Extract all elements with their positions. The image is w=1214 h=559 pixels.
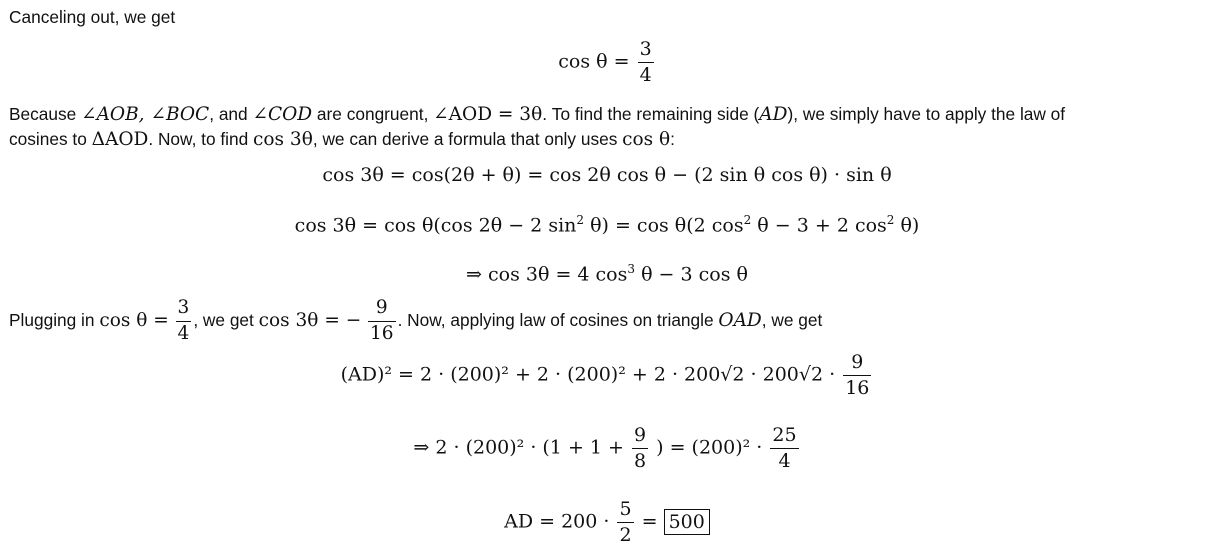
p3-num-1: 3 [177,297,190,319]
eq6-part-a: ⇒ 2 · (200)² · (1 + 1 + [413,436,624,459]
eq1-fraction [638,40,654,85]
p2-triangle: ΔAOD [91,129,149,150]
p2-apply: ), we simply have to apply the law of [787,104,1066,124]
eq3-part-c: θ − 3 + 2 cos [757,214,887,237]
eq7-num: 5 [619,498,632,520]
p2-angles: ∠AOB, ∠BOC [81,104,210,125]
p2-find: . To find the remaining side ( [542,104,760,124]
eq7-den: 2 [619,524,632,546]
p2-congruent: are congruent, [312,104,434,124]
paragraph-plugging [9,294,822,347]
eq6-fraction-1 [632,426,648,471]
eq7-equals: = [641,510,658,533]
eq1-num: 3 [639,38,652,60]
paragraph-congruent [9,102,1205,152]
eq7-fraction [617,500,633,545]
p3-den-1: 4 [177,322,190,344]
eq1-lhs: cos θ = [558,50,630,73]
equation-factored [0,426,1214,471]
p2-and: , and [209,104,253,124]
eq3-sup-3: 2 [886,213,895,227]
equation-cos3theta-expansion: cos 3θ = cos(2θ + θ) = cos 2θ cos θ − (2 sin θ cos θ) · sin θ [322,164,892,186]
eq6-part-b: ) = (200)² · [656,436,763,459]
equation-triple-angle [0,262,1214,285]
p3-oad: OAD [718,310,762,331]
p2-cos3: cos 3θ [253,129,313,150]
p2-colon: : [670,129,675,149]
equation-law-of-cosines [0,353,1214,398]
eq3-part-d: θ) [900,214,920,237]
eq6-fraction-2 [770,426,798,471]
eq6-num-1: 9 [634,424,647,446]
p3-end: , we get [761,310,823,330]
eq4-part-b: θ − 3 cos θ [641,263,748,286]
p3-cost-eq: cos θ = [99,310,169,331]
p3-fraction-2 [368,299,396,343]
eq5-num: 9 [851,351,864,373]
equation-cos3theta-simplify [0,213,1214,236]
p2-ad: AD [759,104,788,125]
eq6-den-2: 4 [770,448,798,471]
eq6-num-2: 25 [772,424,797,446]
p2-derive: , we can derive a formula that only uses [312,129,623,149]
p2-now: . Now, to find [148,129,254,149]
p2-because: Because [9,104,82,124]
p2-aod: ∠AOD = 3θ [433,104,543,125]
p3-num-2: 9 [375,297,388,319]
eq3-part-a: cos 3θ = cos θ(cos 2θ − 2 sin [294,214,577,237]
p3-fraction-1 [176,299,192,343]
eq1-den: 4 [639,64,652,86]
eq5-den: 16 [845,377,870,399]
eq3-part-b: θ) = cos θ(2 cos [590,214,744,237]
eq3-sup-2: 2 [743,213,752,227]
eq4-sup: 3 [627,262,636,276]
eq3-sup-1: 2 [576,213,585,227]
p2-cosines-to: cosines to [9,129,92,149]
eq7-part-a: AD = 200 · [504,510,610,533]
p3-plugging: Plugging in [9,310,100,330]
eq5-fraction [843,353,871,398]
eq4-part-a: ⇒ cos 3θ = 4 cos [466,263,628,286]
p3-now: . Now, applying law of cosines on triangle [397,310,719,330]
equation-final-answer [0,500,1214,545]
p3-den-2: 16 [370,322,394,344]
eq6-den-1: 8 [634,450,647,472]
p2-angle3: ∠COD [252,104,313,125]
eq5-text: (AD)² = 2 · (200)² + 2 · (200)² + 2 · 200√2 · 200√2 · [340,363,836,386]
p3-weget: , we get [193,310,259,330]
p3-cos3-eq: cos 3θ = − [258,310,362,331]
answer-box: 500 [664,509,710,535]
p2-cost: cos θ [622,129,671,150]
intro-text: Canceling out, we get [9,7,176,27]
equation-cos-theta [0,40,1214,85]
